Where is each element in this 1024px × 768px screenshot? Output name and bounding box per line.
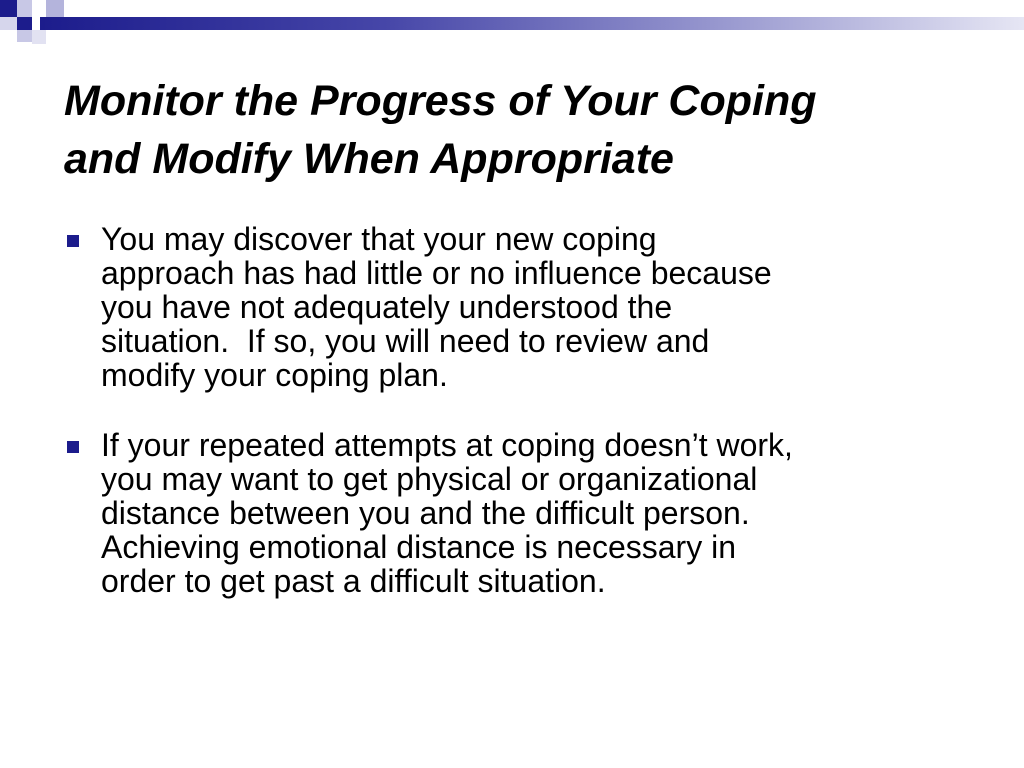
- title-line: Monitor the Progress of Your Coping: [64, 77, 817, 125]
- decor-square: [17, 17, 32, 30]
- decor-square: [17, 30, 32, 42]
- bullet-item: [64, 428, 984, 598]
- header-gradient-bar: [40, 17, 1024, 30]
- bullet-line: order to get past a difficult situation.: [101, 563, 606, 599]
- bullet-line: distance between you and the difficult person.: [101, 495, 750, 531]
- title-line: and Modify When Appropriate: [64, 135, 674, 183]
- bullet-line: you have not adequately understood the: [101, 289, 673, 325]
- bullet-list: [64, 222, 984, 634]
- bullet-item: [64, 222, 984, 392]
- bullet-line: situation. If so, you will need to review and: [101, 323, 710, 359]
- bullet-line: You may discover that your new coping: [101, 221, 657, 257]
- decor-square: [32, 30, 46, 44]
- slide-title: [64, 72, 994, 188]
- decor-square: [17, 0, 32, 17]
- bullet-line: approach has had little or no influence because: [101, 255, 772, 291]
- bullet-line: If your repeated attempts at coping doesn’t work,: [101, 427, 793, 463]
- decor-square: [0, 17, 17, 30]
- decor-square: [46, 0, 64, 17]
- bullet-line: you may want to get physical or organizational: [101, 461, 758, 497]
- bullet-line: modify your coping plan.: [101, 357, 448, 393]
- bullet-line: Achieving emotional distance is necessary in: [101, 529, 736, 565]
- decor-square: [0, 0, 17, 17]
- square-bullet-icon: [67, 441, 79, 453]
- square-bullet-icon: [67, 235, 79, 247]
